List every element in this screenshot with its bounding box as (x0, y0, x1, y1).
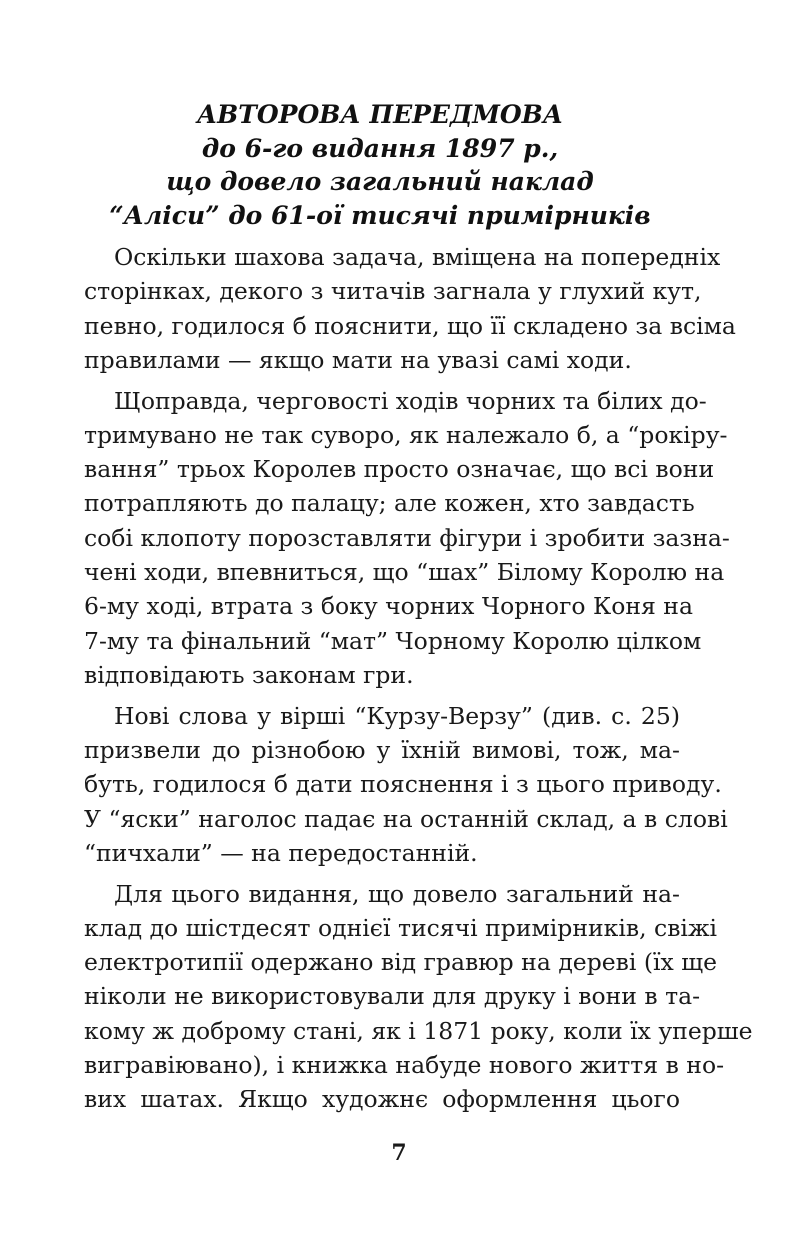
text-line: вих шатах. Якщо художнє оформлення цього (84, 1085, 680, 1114)
text-line: Нові слова у вірші “Курзу-Верзу” (див. с. 25) (114, 701, 680, 730)
text-line: Для цього видання, що довело загальний на- (114, 879, 680, 908)
text-line: сторінках, декого з читачів загнала у глухий кут, (84, 277, 702, 306)
text-line: певно, годилося б пояснити, що її складено за всіма (84, 311, 736, 340)
text-line: електротипії одержано від гравюр на дереві (їх ще (84, 948, 718, 977)
text-line: кому ж доброму стані, як і 1871 року, коли їх уперше (84, 1016, 753, 1045)
text-line: “пичхали” — на передостанній. (84, 838, 478, 867)
text-line: Щоправда, черговості ходів чорних та білих до- (114, 386, 707, 415)
text-line: правилами — якщо мати на увазі самі ходи. (84, 345, 632, 374)
preface-heading (80, 98, 680, 232)
paragraph (84, 699, 728, 870)
heading-subtitle-line: до 6-го видання 1897 р., (201, 133, 559, 163)
text-line: Оскільки шахова задача, вміщена на попередніх (114, 243, 721, 271)
paragraph (84, 384, 730, 693)
page-number: 7 (391, 1140, 407, 1166)
body-text (84, 240, 753, 1123)
text-line: вигравіювано), і книжка набуде нового життя в но- (84, 1051, 725, 1079)
paragraph (84, 877, 753, 1117)
text-line: 7-му та фінальний “мат” Чорному Королю цілком (84, 626, 702, 655)
text-line: ніколи не використовували для друку і вони в та- (84, 982, 701, 1011)
text-line: тримувано не так суворо, як належало б, а “рокіру- (84, 420, 728, 449)
text-line: 6-му ході, втрата з боку чорних Чорного Коня на (84, 592, 693, 621)
text-line: У “яски” наголос падає на останній склад, а в слові (84, 804, 728, 833)
text-line: клад до шістдесят однієї тисячі примірників, свіжі (84, 913, 718, 942)
text-line: призвели до різнобою у їхній вимові, тож, ма- (84, 735, 680, 764)
text-line: собі клопоту порозставляти фігури і зробити зазна- (84, 523, 730, 552)
heading-subtitle-line: що довело загальний наклад (166, 167, 594, 196)
text-line: відповідають законам гри. (84, 660, 414, 689)
text-line: чені ходи, впевниться, що “шах” Білому Королю на (84, 558, 725, 587)
heading-subtitle-line: “Алiси” до 61-ої тисячі примірників (109, 200, 651, 230)
text-line: буть, годилося б дати пояснення і з цього приводу. (84, 770, 722, 799)
paragraph (84, 240, 736, 377)
heading-title: АВТОРОВА ПЕРЕДМОВА (196, 100, 564, 129)
text-line: вання” трьох Королев просто означає, що всі вони (84, 455, 715, 484)
text-line: потрапляють до палацу; але кожен, хто завдасть (84, 489, 695, 518)
